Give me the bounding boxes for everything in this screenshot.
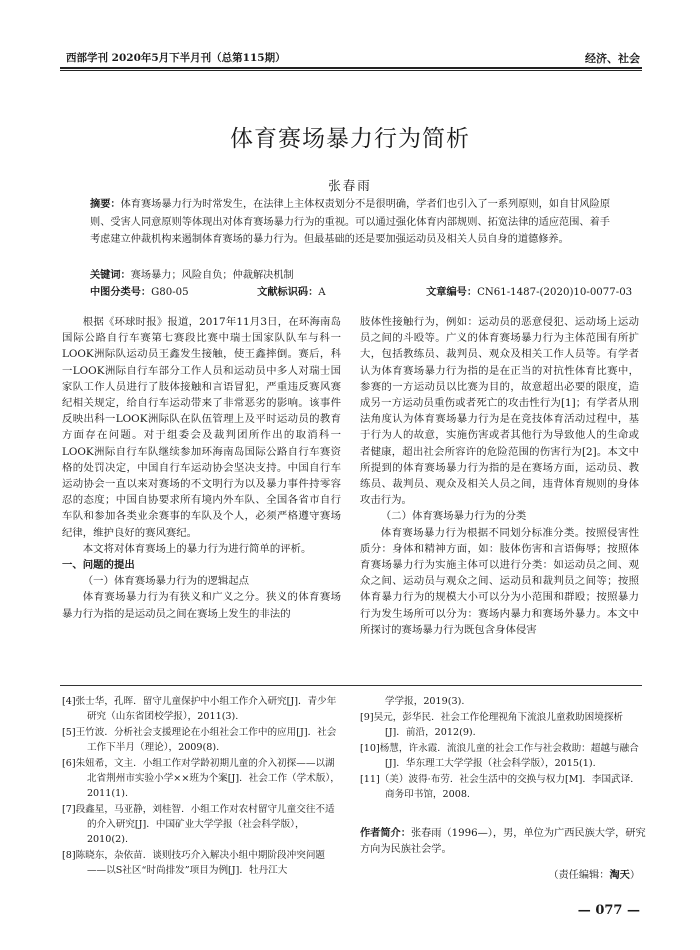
author-introduction: [360, 826, 650, 858]
reference-item: [11]（美）波得·布劳．社会生活中的交换与权力[M]．李国武译．商务印书馆，2008.: [360, 774, 640, 800]
classification-row: [90, 284, 633, 301]
body-paragraph: 体育赛场暴力行为有狭义和广义之分。狭义的体育赛场暴力行为指的是运动员之间在赛场上发生的非法的: [62, 591, 341, 620]
reference-item: [8]陈晓东，杂依苗．谈则技巧介入解决小组中期阶段冲突问题——以S社区“时尚排发”项目为例[J]．牡丹江大: [62, 850, 326, 876]
body-column-right: [360, 314, 639, 638]
article-title: 体育赛场暴力行为简析: [230, 126, 470, 152]
body-paragraph: 体育赛场暴力行为根据不同划分标准分类。按照侵害性质分：身体和精神方面，如：肢体伤害和言语侮辱；按照体育赛场暴力行为实施主体可以进行分类：如运动员之间、观众之间、运动员与观众之间、运动员和裁判员之间等；按照体育暴力行为的规模大小可以分为小范围和群殴；按照暴力行为发生场所可以分为：赛场内暴力和赛场外暴力。本文中所探讨的赛场暴力行为既包含身体侵害: [360, 526, 639, 636]
doc-code-value: A: [318, 287, 326, 298]
references-right: [360, 694, 640, 803]
clc-label: 中图分类号：: [90, 286, 152, 298]
reference-item: [5]王竹波．分析社会支援理论在小组社会工作中的应用[J]．社会工作下半月（理论），2009(8).: [62, 727, 337, 753]
body-paragraph: 根据《环球时报》报道，2017年11月3日，在环海南岛国际公路自行车赛第七赛段比赛中瑞士国家队队车与科一LOOK洲际队运动员王鑫发生接触，使王鑫摔倒。赛后，科一LOOK洲际自行车部分工作人员和运动员中多人对瑞士国家队工作人员进行了肢体接触和言语冒犯，严重违反赛风赛纪相关规定，给自行车运动带来了非常恶劣的影响。该事件反映出科一LOOK洲际队在队伍管理上及平时运动员的教育方面存在问题。对于组委会及裁判团所作出的取消科一LOOK洲际自行车队继续参加环海南岛国际公路自行车赛资格的处罚决定，中国自行车运动协会坚决支持。中国自行车运动协会一直以来对赛场的不文明行为以及暴力事件持零容忍的态度；中国自协要求所有境内外车队、全国各省市自行车队和参加各类业余赛事的车队及个人，必须严格遵守赛场纪律，维护良好的赛风赛纪。: [62, 316, 341, 539]
reference-item: [4]张士华，孔晖．留守儿童保护中小组工作介入研究[J]．青少年研究（山东省团校学报），2011(3).: [62, 696, 337, 722]
responsible-editor: （责任编辑：淘天）: [548, 869, 640, 881]
doc-code-label: 文献标识码：: [257, 286, 319, 298]
author-intro-label: 作者简介：: [360, 828, 411, 839]
reference-item: [7]段鑫星，马亚静，刘桂智．小组工作对农村留守儿童交往不适的介入研究[J]．中国矿业大学学报（社会科学版），2010(2).: [62, 804, 335, 845]
body-column-left: [62, 314, 341, 622]
keywords-text: 赛场暴力；风险自负；仲裁解决机制: [130, 270, 294, 281]
author-intro-text: 张春雨（1996—），男，单位为广西民族大学，研究方向为民族社会学。: [360, 828, 646, 855]
reference-item: [9]吴元，彭华民．社会工作伦理视角下流浪儿童救助困境探析[J]．前沿，2012(9).: [360, 712, 624, 738]
page-number: — 077 —: [577, 903, 640, 918]
reference-item: [10]杨慧，许永霞．流浪儿童的社会工作与社会救助：超越与融合[J]．华东理工大学学报（社会科学版），2015(1).: [360, 743, 639, 769]
reference-item: [6]朱妞希，文主．小组工作对学龄初期儿童的介入初探——以湖北省荆州市实验小学××班为个案[J]．社会工作（学术版），2011(1).: [62, 758, 340, 799]
references-rule: [60, 685, 642, 686]
body-paragraph: 本文将对体育赛场上的暴力行为进行简单的评析。: [82, 542, 312, 555]
abstract-text: 体育赛场暴力行为时常发生，在法律上主体权责划分不是很明确，学者们也引入了一系列原则，如自甘风险原则、受害人同意原则等体现出对体育赛场暴力行为的重视。可以通过强化体育内部规则、拓宽法律的适应范围、着手考虑建立仲裁机构来遏制体育赛场的暴力行为。但最基础的还是要加强运动员及相关人员自身的道德修养。: [90, 199, 610, 245]
subsection-heading: （二）体育赛场暴力行为的分类: [380, 510, 527, 523]
section-label: 经济、社会: [585, 52, 640, 65]
keywords: [90, 267, 610, 284]
abstract: [90, 196, 610, 249]
journal-header: 西部学刊 2020年5月下半月刊（总第115期）: [66, 52, 286, 64]
references-left: [62, 694, 342, 879]
article-number-value: CN61-1487-(2020)10-0077-03: [477, 287, 633, 298]
section-heading: 一、问题的提出: [62, 559, 135, 572]
clc-value: G80-05: [151, 287, 189, 298]
subsection-heading: （一）体育赛场暴力行为的逻辑起点: [82, 575, 250, 588]
editor-name: 淘天: [609, 869, 630, 881]
reference-item-continued: 学学报，2019(3).: [384, 696, 465, 707]
abstract-label: 摘要：: [90, 198, 121, 210]
body-paragraph: 肢体性接触行为，例如：运动员的恶意侵犯、运动场上运动员之间的斗殴等。广义的体育赛场暴力行为主体范围有所扩大，包括教练员、裁判员、观众及相关工作人员等。有学者认为体育赛场暴力行为指的是在正当的对抗性体育比赛中，参赛的一方运动员以比赛为目的，故意超出必要的限度，造成另一方运动员重伤或者死亡的攻击性行为[1]；有学者从刑法角度认为体育赛场暴力行为是在竞技体育活动过程中，基于行为人的故意，实施伤害或者其他行为导致他人的生命或者健康，超出社会所容许的危险范围的伤害行为[2]。本文中所提到的体育赛场暴力行为指的是在赛场方面，运动员、教练员、裁判员、观众及相关人员之间，违背体育规则的身体攻击行为。: [360, 316, 639, 507]
article-author: 张春雨: [328, 178, 372, 193]
header-rule-thin: [60, 70, 642, 71]
header-rule: [60, 67, 642, 69]
article-number-label: 文章编号：: [426, 286, 478, 298]
keywords-label: 关键词：: [90, 269, 131, 281]
